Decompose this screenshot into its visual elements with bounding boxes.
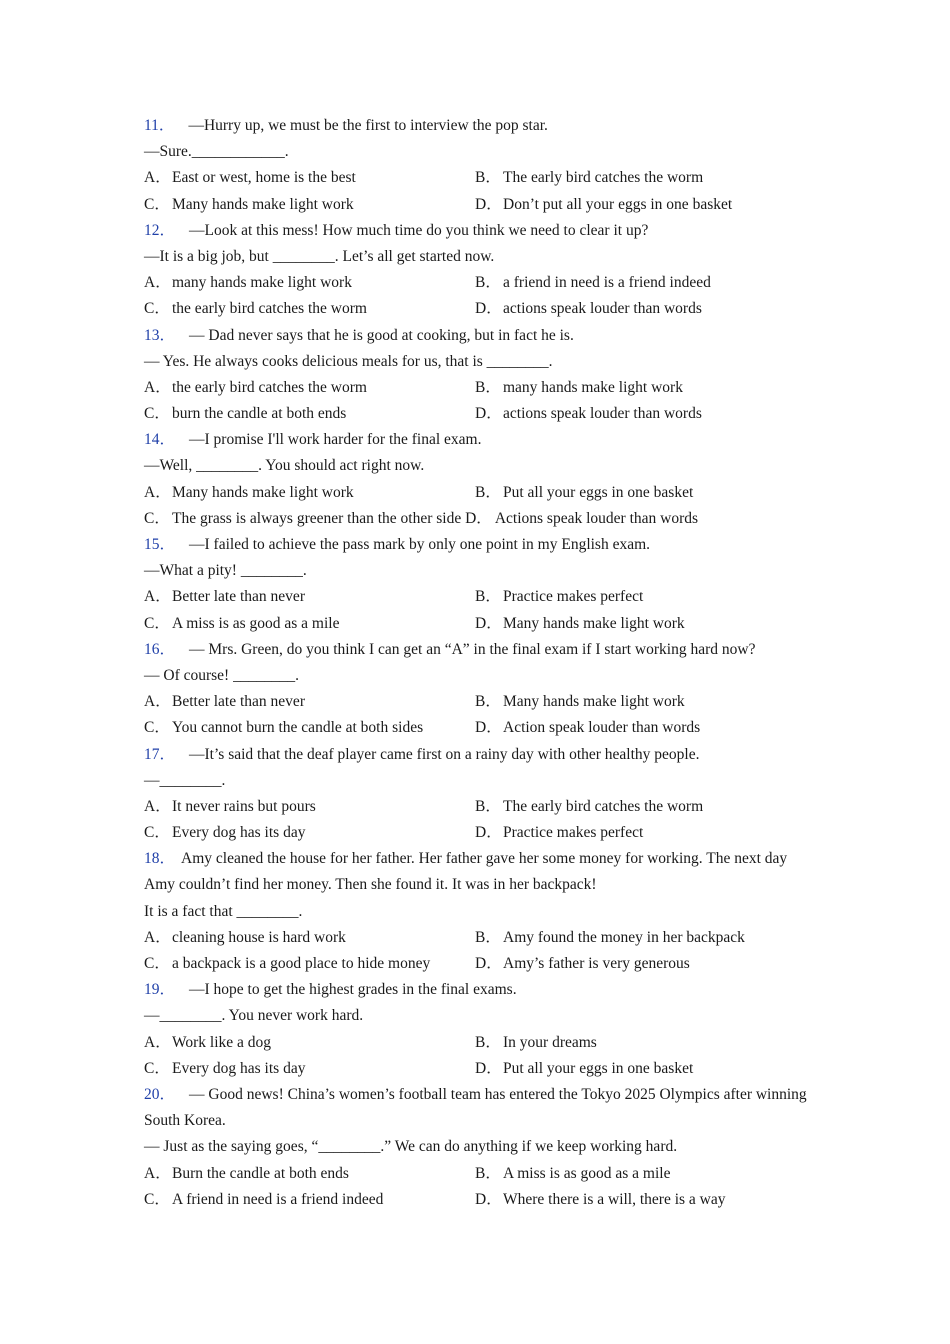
option-c: C． The grass is always greener than the other side [144,509,462,527]
question-response: — Yes. He always cooks delicious meals for us, that is ________. [144,352,553,370]
question-number: 20． [144,1085,176,1103]
question-number: 16． [144,640,176,658]
option-b: B． Put all your eggs in one basket [475,483,694,501]
option-a: A．cleaning house is hard work [144,928,346,946]
question-number: 12． [144,221,176,239]
question-19 [144,977,814,1082]
option-c: C． Every dog has its day [144,824,306,842]
option-b: B． Practice makes perfect [475,588,644,606]
question-prompt: —I failed to achieve the pass mark by only one point in my English exam. [189,536,651,553]
option-d: D．Put all your eggs in one basket [475,1059,694,1077]
question-response: —________. You never work hard. [144,1007,364,1025]
question-prompt: —I promise I'll work harder for the final exam. [189,431,482,449]
option-a: A．It never rains but pours [144,797,316,815]
question-prompt: —It’s said that the deaf player came first on a rainy day with other healthy people. [189,745,700,763]
option-a: A．Better late than never [144,693,305,711]
option-d: D．Action speak louder than words [475,719,701,737]
option-d: D．Many hands make light work [475,614,685,632]
question-number: 17． [144,745,176,763]
option-c: C． You cannot burn the candle at both sides [144,719,424,737]
question-response: —It is a big job, but ________. Let’s all get started now. [144,247,495,265]
question-11 [144,113,814,218]
question-response: —________. [144,771,226,789]
option-b: B． Many hands make light work [475,693,685,711]
question-prompt: —Look at this mess! How much time do you think we need to clear it up? [189,221,649,239]
option-c: C． Many hands make light work [144,195,354,213]
question-response: It is a fact that ________. [144,902,303,920]
question-response: —Well, ________. You should act right now. [144,457,425,475]
question-prompt: — Mrs. Green, do you think I can get an “A” in the final exam if I start working hard now? [189,640,756,658]
question-prompt: —I hope to get the highest grades in the final exams. [189,981,517,999]
option-b: B． many hands make light work [475,378,683,396]
question-number: 19． [144,981,176,999]
question-number: 18． [144,850,176,868]
worksheet-page [144,113,814,1213]
option-a: A．Work like a dog [144,1033,272,1051]
question-number: 15． [144,536,176,553]
option-a: A．many hands make light work [144,274,352,292]
option-a: A．Many hands make light work [144,483,354,501]
question-response: — Of course! ________. [144,666,299,684]
question-response: — Just as the saying goes, “________.” We can do anything if we keep working hard. [144,1138,678,1156]
option-c: C． A friend in need is a friend indeed [144,1190,384,1208]
question-14 [144,427,814,532]
question-number: 11． [144,117,175,134]
option-a: A．Burn the candle at both ends [144,1164,349,1182]
question-16 [144,637,814,742]
option-b: B． The early bird catches the worm [475,169,704,187]
option-c: C． burn the candle at both ends [144,405,347,423]
question-prompt: Amy cleaned the house for her father. Her father gave her some money for working. The next day Amy couldn’t find her money. Then she found it. It was in her backpack! [144,850,788,894]
question-number: 13． [144,326,176,344]
option-b: B． A miss is as good as a mile [475,1164,671,1182]
option-a: A．the early bird catches the worm [144,378,367,396]
question-prompt: — Dad never says that he is good at cooking, but in fact he is. [189,326,574,344]
option-d: D．Don’t put all your eggs in one basket [475,195,733,213]
option-b: B． In your dreams [475,1033,597,1051]
option-d: D．Where there is a will, there is a way [475,1190,726,1208]
question-17 [144,742,814,847]
option-a: A．Better late than never [144,588,305,606]
question-response: —Sure.____________. [144,143,289,161]
option-c: C． a backpack is a good place to hide money [144,955,431,973]
option-c: C． A miss is as good as a mile [144,614,340,632]
question-prompt: —Hurry up, we must be the first to interview the pop star. [188,117,548,134]
option-b: B． a friend in need is a friend indeed [475,274,711,292]
option-c: C． the early bird catches the worm [144,300,367,318]
option-d: D．Amy’s father is very generous [475,955,690,973]
option-a: A．East or west, home is the best [144,169,356,187]
option-b: B． The early bird catches the worm [475,797,704,815]
question-18 [144,846,814,977]
question-number: 14． [144,431,176,449]
option-d: D．Practice makes perfect [475,824,644,842]
option-b: B． Amy found the money in her backpack [475,928,745,946]
question-13 [144,323,814,428]
option-d: D． Actions speak louder than words [465,509,699,527]
question-12 [144,218,814,323]
option-c: C． Every dog has its day [144,1059,306,1077]
option-d: D．actions speak louder than words [475,405,702,423]
option-d: D．actions speak louder than words [475,300,702,318]
question-response: —What a pity! ________. [144,562,307,580]
question-20 [144,1082,814,1213]
question-15 [144,532,814,637]
question-prompt: — Good news! China’s women’s football team has entered the Tokyo 2025 Olympics after winning South Korea. [144,1085,807,1130]
